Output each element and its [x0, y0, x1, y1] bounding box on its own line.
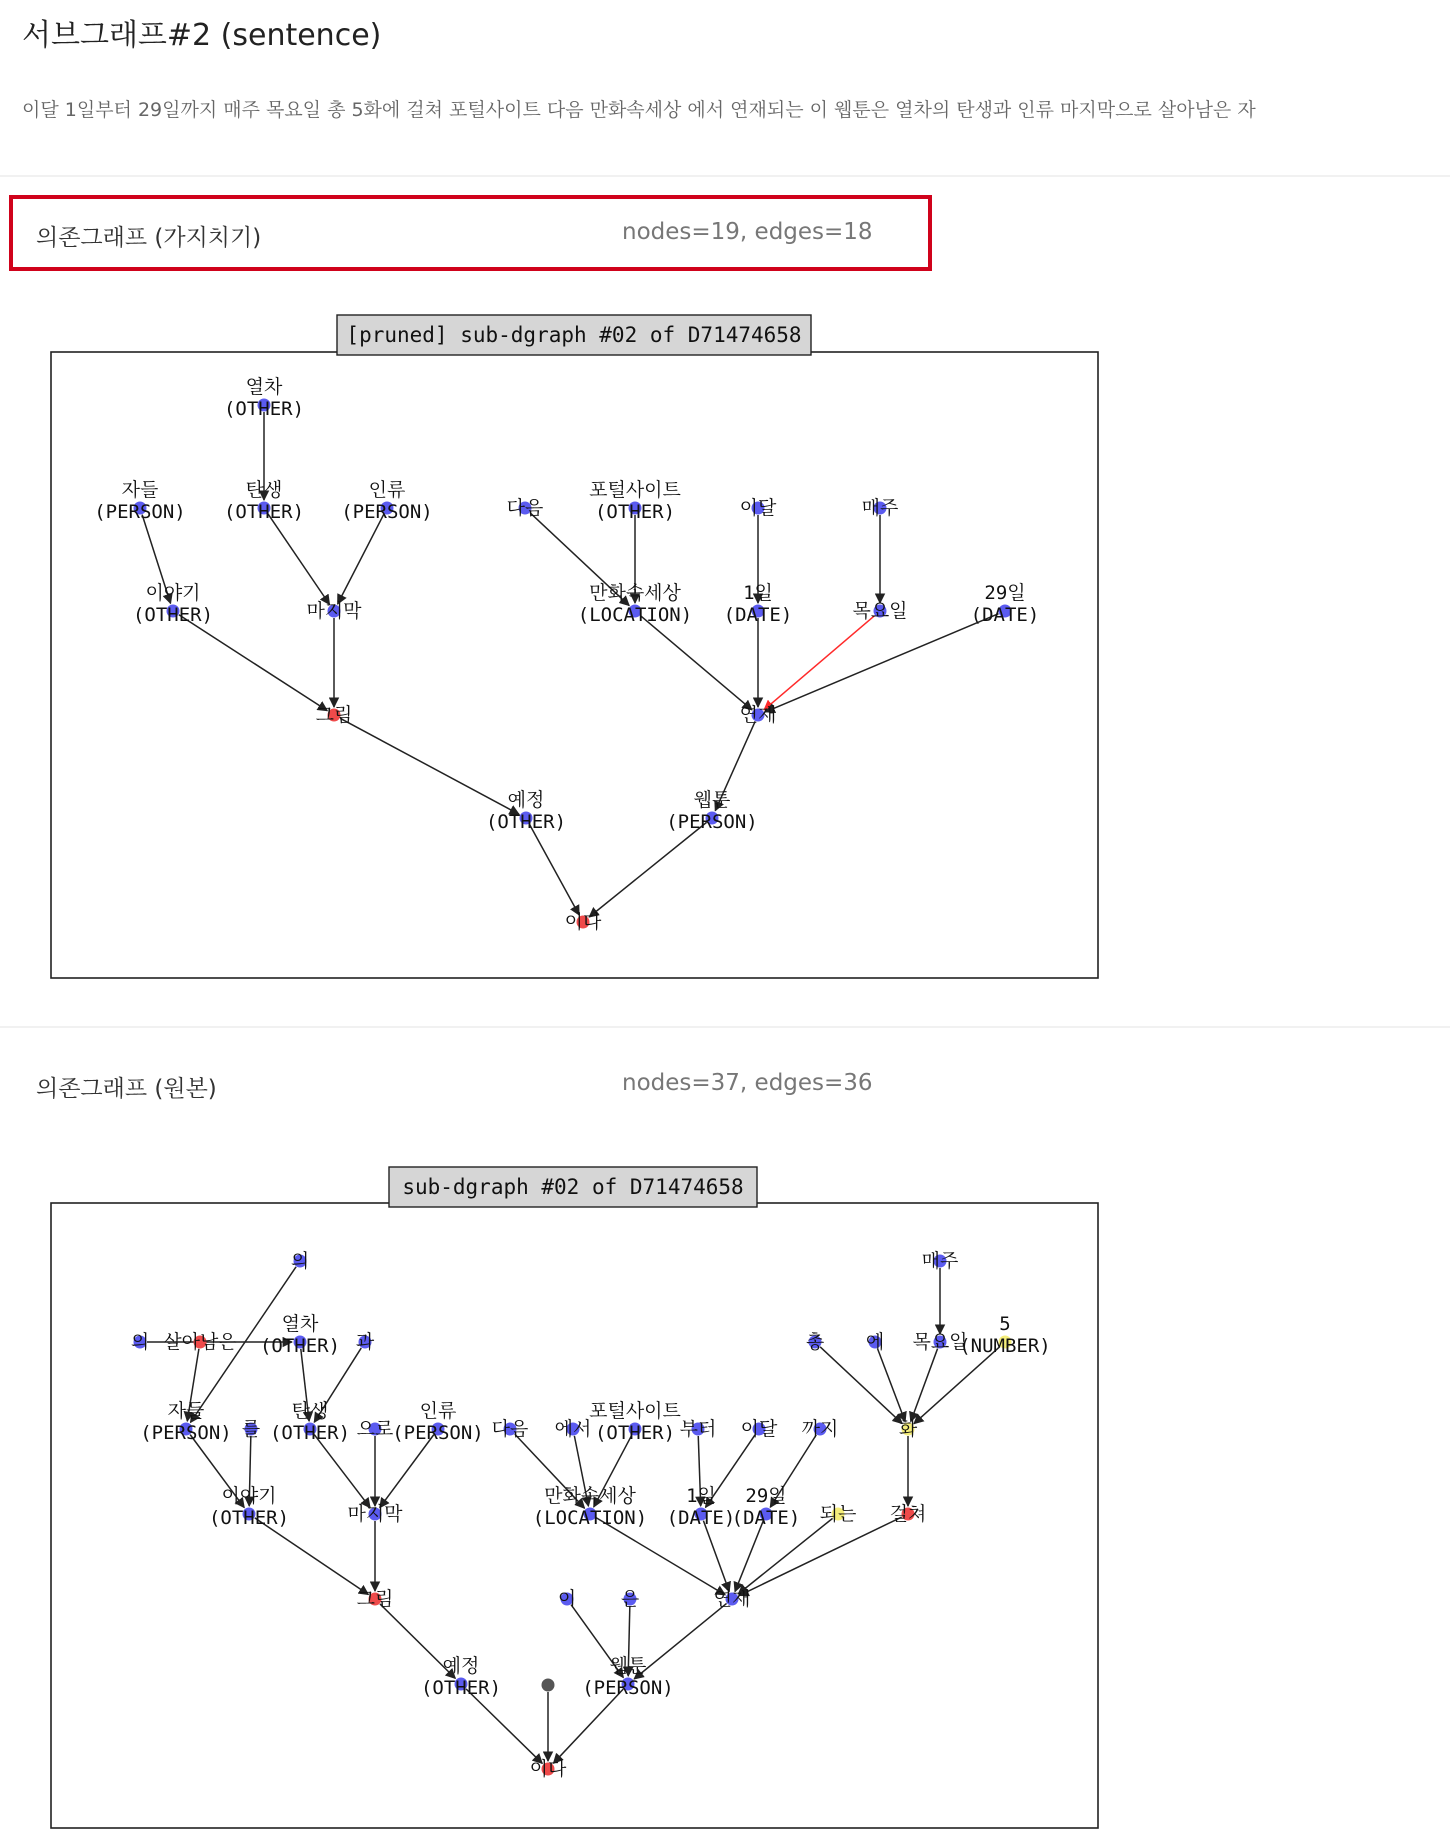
graph-node — [558, 1588, 576, 1610]
node-entity-type: (OTHER) — [594, 1422, 676, 1444]
node-label: 마지막 — [306, 600, 362, 622]
node-label: 매주 — [921, 1250, 959, 1272]
node-entity-type: (DATE) — [970, 604, 1040, 626]
graph-node — [899, 1418, 918, 1440]
node-label: 이다 — [529, 1758, 567, 1780]
node-label: 인류 — [368, 479, 406, 501]
node-label: 과 — [355, 1331, 375, 1353]
node-entity-type: (PERSON) — [392, 1422, 484, 1444]
node-label: 화 — [898, 1418, 918, 1440]
graph-frame — [51, 352, 1098, 978]
node-entity-type: (OTHER) — [208, 1507, 290, 1529]
node-label: 부터 — [679, 1418, 717, 1440]
graph-node — [530, 1758, 567, 1780]
node-label: 그림 — [315, 704, 353, 726]
graph-node — [565, 911, 602, 933]
node-entity-type: (OTHER) — [223, 501, 305, 523]
node-label: 5 — [999, 1313, 1011, 1335]
node-label: 예정 — [507, 789, 545, 811]
node-label: 으로 — [356, 1418, 394, 1440]
node-label: 까지 — [801, 1418, 839, 1440]
node-entity-type: (LOCATION) — [532, 1507, 648, 1529]
graph-node — [555, 1418, 592, 1440]
pruned-section-label: 의존그래프 (가지치기) — [36, 225, 262, 251]
graph-node — [507, 497, 544, 519]
node-entity-type: (PERSON) — [140, 1422, 232, 1444]
graph-node — [922, 1250, 959, 1272]
node-label: 열차 — [245, 376, 283, 398]
node-label: 에서 — [554, 1418, 592, 1440]
graph-node — [578, 582, 692, 626]
graph-node — [533, 1485, 647, 1529]
graph-node — [291, 1250, 309, 1272]
graph-node — [163, 1331, 236, 1353]
graph-node — [741, 1418, 778, 1440]
graph-node — [316, 704, 353, 726]
graph-title: sub-dgraph #02 of D71474658 — [402, 1175, 744, 1199]
original-section-label: 의존그래프 (원본) — [36, 1076, 217, 1102]
graph-node — [347, 1503, 403, 1525]
graph-node — [890, 1502, 927, 1525]
node-label: 포털사이트 — [589, 479, 681, 501]
node-label: 포털사이트 — [589, 1400, 681, 1422]
node-label: 이야기 — [145, 582, 201, 604]
node-entity-type: (DATE) — [723, 604, 793, 626]
node-entity-type: (NUMBER) — [959, 1335, 1051, 1357]
graph-node — [306, 600, 362, 622]
node-label: 이달 — [739, 497, 777, 519]
section-divider — [0, 1026, 1450, 1028]
node-label: 의 — [130, 1331, 150, 1353]
graph-node — [621, 1588, 639, 1610]
node-label: 1일 — [686, 1485, 716, 1507]
node-label: 1일 — [743, 582, 773, 604]
node-label: 다음 — [491, 1418, 529, 1440]
node-label: 29일 — [984, 582, 1026, 604]
node-label: 목요일 — [852, 600, 908, 622]
node-label: 자들 — [121, 479, 159, 501]
graph-node — [866, 1331, 884, 1353]
graph-node — [740, 704, 777, 726]
node-label: 다음 — [506, 497, 544, 519]
node-entity-type: (DATE) — [731, 1507, 801, 1529]
page-title: 서브그래프#2 (sentence) — [22, 18, 382, 53]
graph-node — [242, 1418, 260, 1440]
graph-node — [680, 1418, 717, 1440]
node-entity-type: (OTHER) — [132, 604, 214, 626]
graph-node — [802, 1418, 839, 1440]
graph-node — [542, 1679, 555, 1692]
graph-node — [852, 600, 907, 622]
node-dot — [542, 1679, 555, 1692]
node-entity-type: (PERSON) — [341, 501, 433, 523]
graph-node — [357, 1588, 394, 1610]
node-entity-type: (PERSON) — [666, 811, 758, 833]
pruned-section-stats: nodes=19, edges=18 — [622, 219, 873, 245]
section-divider — [0, 175, 1450, 177]
original-section-stats: nodes=37, edges=36 — [622, 1070, 873, 1096]
node-label: 걸쳐 — [889, 1503, 927, 1525]
node-label: 그림 — [356, 1588, 394, 1610]
node-label: 예정 — [442, 1655, 480, 1677]
node-label: 만화속세상 — [589, 582, 681, 604]
graph-node — [714, 1588, 751, 1610]
graph-node — [820, 1503, 857, 1525]
graph-node — [492, 1418, 529, 1440]
graph-node — [131, 1331, 149, 1353]
original-dependency-graph — [0, 1144, 1120, 1844]
graph-node — [357, 1418, 394, 1440]
node-label: 연재 — [739, 704, 777, 726]
node-label: 매주 — [861, 497, 899, 519]
node-label: 웹툰 — [609, 1655, 647, 1677]
node-label: 이 — [557, 1588, 577, 1610]
node-entity-type: (OTHER) — [259, 1335, 341, 1357]
node-label: 만화속세상 — [544, 1485, 636, 1507]
node-label: 의 — [290, 1250, 310, 1272]
node-entity-type: (OTHER) — [485, 811, 567, 833]
node-entity-type: (OTHER) — [420, 1677, 502, 1699]
node-label: 인류 — [419, 1400, 457, 1422]
node-label: 살아남은 — [163, 1331, 237, 1353]
node-label: 은 — [620, 1588, 640, 1610]
node-entity-type: (PERSON) — [94, 501, 186, 523]
node-label: 목요일 — [912, 1331, 968, 1353]
node-entity-type: (OTHER) — [269, 1422, 351, 1444]
graph-node — [589, 1400, 681, 1444]
node-label: 에 — [865, 1331, 885, 1353]
node-label: 탄생 — [245, 479, 283, 501]
graph-node — [740, 497, 777, 519]
node-label: 이다 — [564, 911, 602, 933]
node-label: 웹툰 — [693, 789, 731, 811]
node-entity-type: (PERSON) — [582, 1677, 674, 1699]
source-sentence: 이달 1일부터 29일까지 매주 목요일 총 5화에 걸쳐 포털사이트 다음 만화속세상 에서 연재되는 이 웹툰은 열차의 탄생과 인류 마지막으로 살아남은 자 — [22, 99, 1256, 121]
node-label: 총 — [805, 1331, 825, 1353]
node-entity-type: (OTHER) — [594, 501, 676, 523]
node-entity-type: (OTHER) — [223, 398, 305, 420]
node-label: 자들 — [167, 1400, 205, 1422]
graph-title: [pruned] sub-dgraph #02 of D71474658 — [346, 323, 802, 347]
node-label: 마지막 — [347, 1503, 403, 1525]
pruned-dependency-graph — [0, 300, 1120, 1020]
graph-node — [356, 1331, 375, 1353]
node-label: 탄생 — [291, 1400, 329, 1422]
graph-node — [806, 1331, 824, 1353]
graph-node — [862, 497, 899, 519]
node-label: 연재 — [713, 1588, 751, 1610]
node-label: 29일 — [745, 1485, 787, 1507]
node-label: 를 — [241, 1418, 261, 1440]
node-entity-type: (DATE) — [666, 1507, 736, 1529]
node-label: 열차 — [281, 1313, 319, 1335]
node-entity-type: (LOCATION) — [577, 604, 693, 626]
node-label: 이달 — [740, 1418, 778, 1440]
graph-node — [589, 479, 681, 523]
node-label: 이야기 — [221, 1485, 277, 1507]
node-label: 되는 — [819, 1503, 857, 1525]
